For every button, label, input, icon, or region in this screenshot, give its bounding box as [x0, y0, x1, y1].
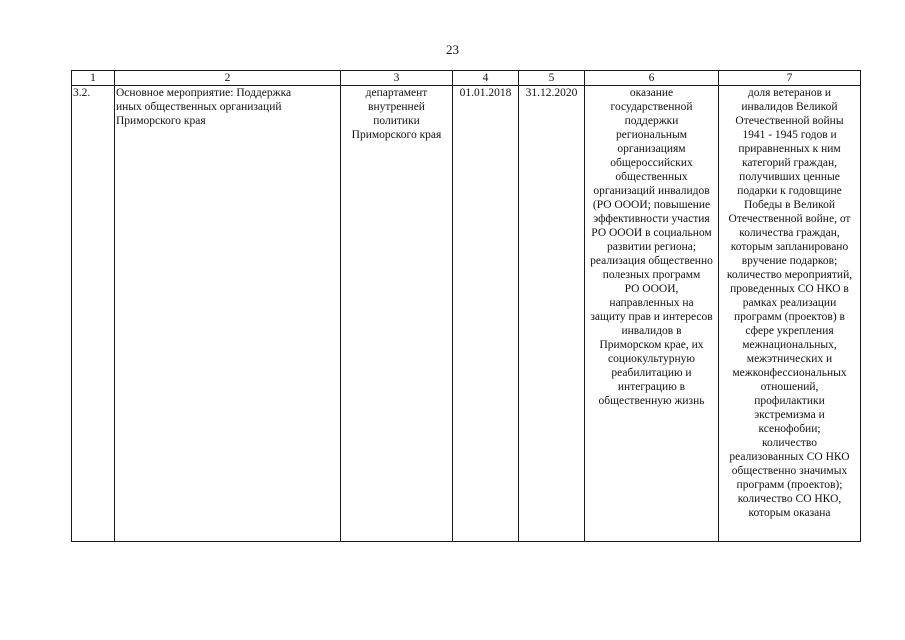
cell-text-line: проведенных СО НКО в: [730, 283, 849, 295]
cell-text-line: организаций инвалидов: [593, 185, 710, 197]
header-col-1: 1: [72, 71, 115, 86]
cell-text-line: получивших ценные: [739, 171, 840, 183]
row-number-cell: [72, 86, 115, 542]
header-col-7: 7: [719, 71, 861, 86]
cell-text-line: реабилитацию и: [611, 367, 692, 379]
cell-text-line: РО ОООИ в социальном: [591, 227, 712, 239]
cell-text-line: Основное мероприятие: Поддержка: [116, 87, 292, 99]
cell-text-line: приравненных к ним: [738, 143, 841, 155]
header-col-5: 5: [519, 71, 585, 86]
cell-text-line: программ (проектов) в: [733, 311, 845, 323]
cell-text-line: инвалидов в: [621, 325, 682, 337]
cell-text-line: социокультурную: [608, 353, 695, 365]
cell-text-line: которым запланировано: [730, 241, 849, 253]
cell-text-line: полезных программ: [602, 269, 701, 281]
cell-text-line: эффективности участия: [593, 213, 710, 225]
cell-text-line: организациям: [617, 143, 686, 155]
cell-text-line: (РО ОООИ; повышение: [592, 199, 711, 211]
header-col-2: 2: [115, 71, 341, 86]
header-row: [72, 71, 861, 86]
cell-text-line: внутренней: [368, 101, 425, 113]
cell-text-line: межэтнических и: [746, 353, 833, 365]
executor-cell: [341, 86, 453, 542]
cell-text-line: доля ветеранов и: [747, 87, 832, 99]
cell-text-line: вручение подарков;: [741, 255, 838, 267]
cell-text-line: политики: [373, 115, 420, 127]
table-row: [72, 86, 861, 542]
cell-text-line: категорий граждан,: [742, 157, 837, 169]
cell-text-line: общественных: [615, 171, 688, 183]
cell-text-line: региональным: [616, 129, 687, 141]
cell-text-line: общественно значимых: [731, 465, 848, 477]
cell-text-line: РО ОООИ,: [624, 283, 679, 295]
cell-text-line: развитии региона;: [606, 241, 697, 253]
cell-text-line: количество СО НКО,: [737, 493, 842, 505]
header-col-3: 3: [341, 71, 453, 86]
cell-text-line: Приморского края: [116, 115, 206, 127]
header-col-4: 4: [453, 71, 519, 86]
cell-text-line: защиту прав и интересов: [590, 311, 713, 323]
cell-text-line: количество мероприятий,: [726, 269, 853, 281]
end-date-cell: [519, 86, 585, 542]
cell-text-line: интеграцию в: [617, 381, 686, 393]
cell-text-line: программ (проектов);: [736, 479, 843, 491]
cell-text-line: реализованных СО НКО: [729, 451, 850, 463]
cell-text-line: 1941 - 1945 годов и: [742, 129, 837, 141]
header-col-6: 6: [585, 71, 719, 86]
cell-text-line: поддержки: [624, 115, 679, 127]
cell-text-line: экстремизма и: [754, 409, 825, 421]
page-number: 23: [446, 42, 459, 57]
cell-text-line: межконфессиональных: [732, 367, 847, 379]
cell-text-line: направленных на: [609, 297, 694, 309]
row-number: 3.2.: [73, 87, 91, 99]
cell-text-line: сфере укрепления: [745, 325, 834, 337]
cell-text-line: оказание: [629, 87, 674, 99]
cell-text-line: государственной: [610, 101, 693, 113]
cell-text-line: ксенофобии;: [758, 423, 821, 435]
cell-text-line: реализация общественно: [590, 255, 713, 267]
cell-text-line: Приморском крае, их: [599, 339, 704, 351]
cell-text-line: рамках реализации: [742, 297, 837, 309]
cell-text-line: количество: [762, 437, 817, 449]
start-date: 01.01.2018: [459, 87, 512, 99]
cell-text-line: профилактики: [754, 395, 825, 407]
cell-text-line: Отечественной войне, от: [728, 213, 851, 225]
indicator-cell: [719, 86, 861, 542]
cell-text-line: инвалидов Великой: [741, 101, 838, 113]
cell-text-line: общественную жизнь: [598, 395, 705, 407]
event-cell: [115, 86, 341, 542]
cell-text-line: общероссийских: [610, 157, 693, 169]
cell-text-line: подарки к годовщине: [737, 185, 842, 197]
cell-text-line: департамент: [365, 87, 428, 99]
cell-text-line: Отечественной войны: [735, 115, 844, 127]
start-date-cell: [453, 86, 519, 542]
cell-text-line: межнациональных,: [742, 339, 837, 351]
program-table: [71, 70, 861, 542]
cell-text-line: Победы в Великой: [743, 199, 836, 211]
cell-text-line: количества граждан,: [739, 227, 840, 239]
end-date: 31.12.2020: [525, 87, 578, 99]
cell-text-line: отношений,: [760, 381, 819, 393]
cell-text-line: иных общественных организаций: [116, 101, 282, 113]
cell-text-line: которым оказана: [748, 507, 831, 519]
result-cell: [585, 86, 719, 542]
cell-text-line: Приморского края: [351, 129, 442, 141]
